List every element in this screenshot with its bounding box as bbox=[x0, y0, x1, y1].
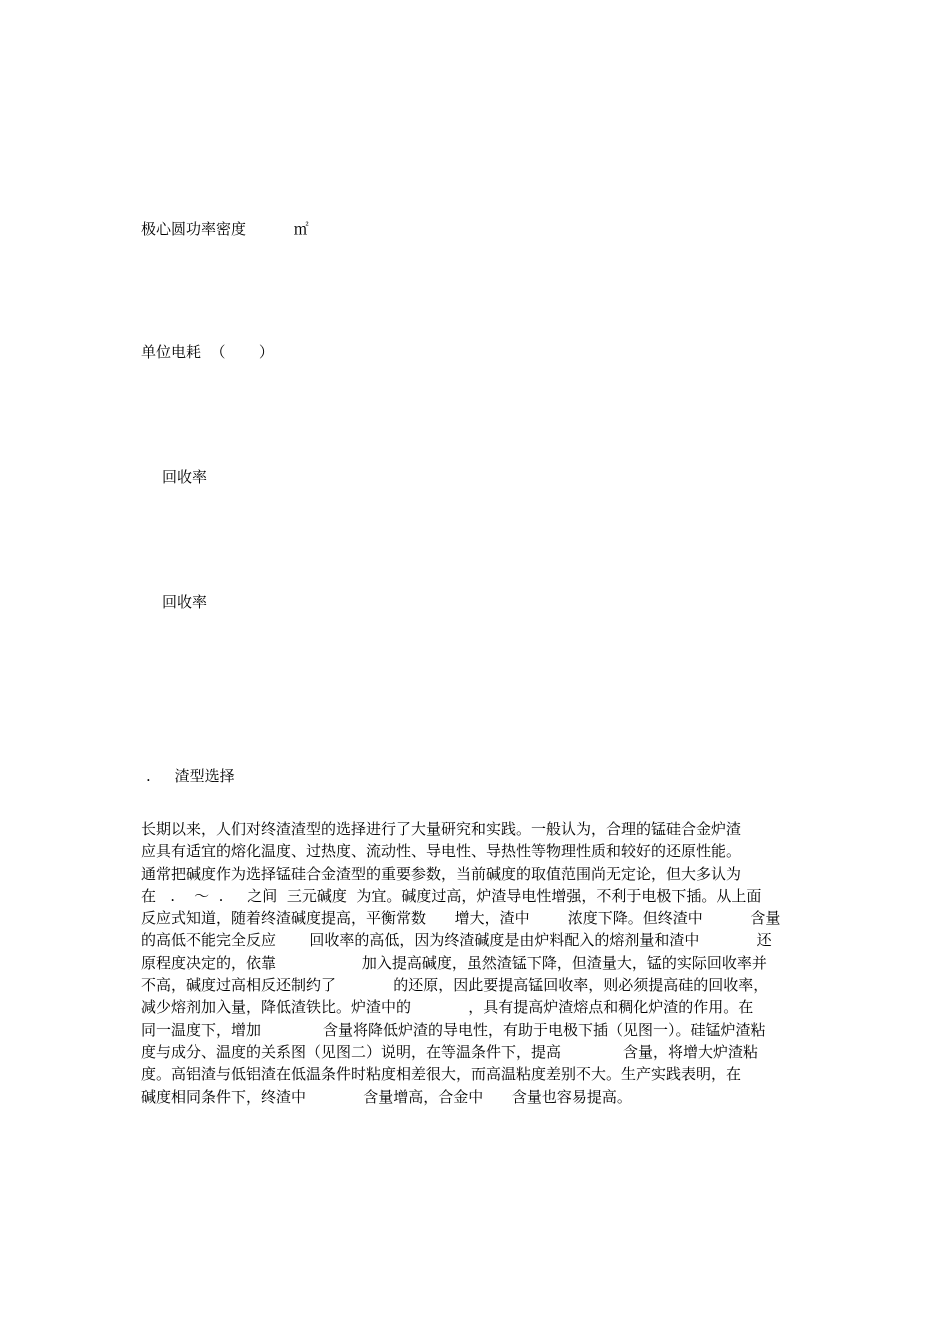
paragraph-line: 的高低不能完全反应 回收率的高低，因为终渣碱度是由炉料配入的熔剂量和渣中 还 bbox=[141, 931, 772, 950]
paragraph-line: 减少熔剂加入量，降低渣铁比。炉渣中的 ，具有提高炉渣熔点和稠化炉渣的作用。在 bbox=[141, 998, 754, 1017]
paragraph-line: 长期以来，人们对终渣渣型的选择进行了大量研究和实践。一般认为，合理的锰硅合金炉渣 bbox=[141, 820, 742, 838]
paragraph-line: 在 . ～ . 之间 三元碱度 为宜。碱度过高，炉渣导电性增强，不利于电极下插。从上面 bbox=[141, 886, 762, 905]
section-heading: . 渣型选择 bbox=[146, 767, 235, 785]
paragraph-line: 度。高铝渣与低铝渣在低温条件时粘度相差很大，而高温粘度差别不大。生产实践表明，在 bbox=[141, 1065, 742, 1084]
paragraph-line: 反应式知道，随着终渣碱度提高，平衡常数 增大，渣中 浓度下降。但终渣中 含量 bbox=[141, 909, 781, 928]
unit-consumption-label: 单位电耗 （ ） bbox=[141, 343, 274, 361]
recovery-rate-label: 回收率 bbox=[162, 468, 208, 486]
paragraph-line: 原程度决定的，依靠 加入提高碱度，虽然渣锰下降，但渣量大，锰的实际回收率并 bbox=[141, 953, 767, 972]
paragraph-line: 碱度相同条件下，终渣中 含量增高，合金中 含量也容易提高。 bbox=[141, 1087, 632, 1106]
paragraph-line: 应具有适宜的熔化温度、过热度、流动性、导电性、导热性等物理性质和较好的还原性能。 bbox=[141, 842, 742, 861]
paragraph-line: 度与成分、温度的关系图（见图二）说明，在等温条件下，提高 含量，将增大炉渣粘 bbox=[141, 1042, 758, 1061]
power-density-label: 极心圆功率密度 ㎡ bbox=[141, 220, 309, 238]
paragraph-line: 同一温度下，增加 含量将降低炉渣的导电性，有助于电极下插（见图一）。硅锰炉渣粘 bbox=[141, 1020, 766, 1039]
recovery-rate-label: 回收率 bbox=[162, 593, 208, 611]
paragraph-line: 通常把碱度作为选择锰硅合金渣型的重要参数，当前碱度的取值范围尚无定论，但大多认为 bbox=[141, 864, 742, 883]
paragraph-line: 不高，碱度过高相反还制约了 的还原，因此要提高锰回收率，则必须提高硅的回收率， bbox=[141, 976, 769, 995]
body-paragraph bbox=[141, 818, 813, 1108]
